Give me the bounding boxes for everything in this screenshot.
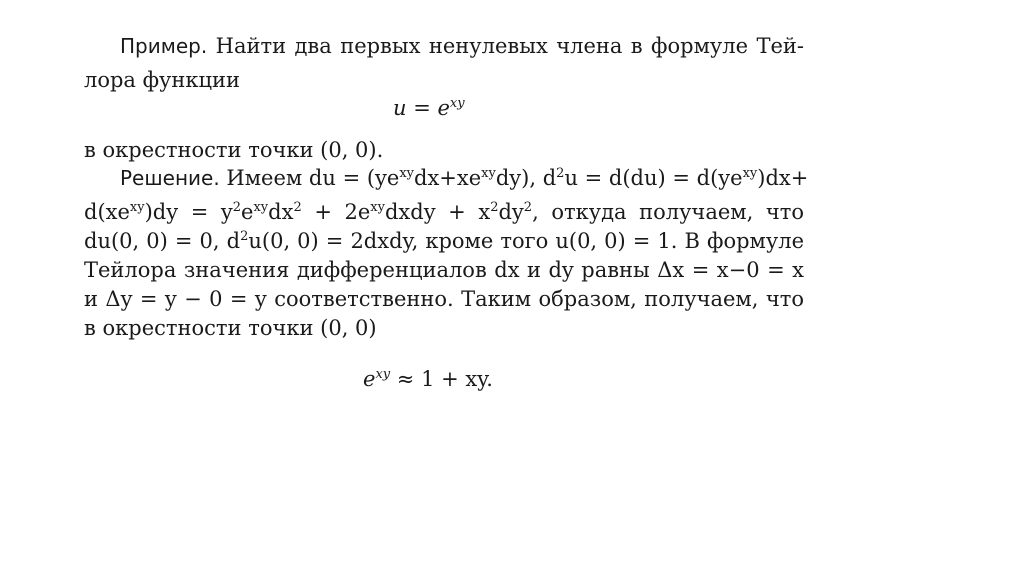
result-exp: xy [375,367,391,382]
solution-line-3: du(0, 0) = 0, $d^2u(0$, 0) = 2dxdy, кроме того u(0, 0) = 1. В формуле [84,229,805,253]
example-formula-base: u = e [393,96,450,120]
solution-line-4: Тейлора значения дифференциалов dx и dy равны Δx = x−0 = x [84,258,804,282]
example-formula-exp: xy [449,96,465,111]
example-label: Пример. [120,34,208,58]
example-formula [393,94,465,122]
result-formula [363,365,493,393]
example-text-1: Найти два первых ненулевых члена в формуле Тей- [215,34,804,58]
solution-line-6: в окрестности точки (0, 0) [84,316,377,340]
result-base: e [363,367,376,391]
solution-text-1: Имеем du = $(ye^{xy}dx+xe^{xy}dy)$, $d^2u = d(du) = d(ye^{xy})dx+$ [226,166,809,190]
example-line-1 [84,32,804,60]
solution-line-1 [84,164,809,192]
result-rest: ≈ 1 + xy. [390,367,493,391]
example-line-2: лора функции [84,68,241,92]
solution-line-5: и Δy = y − 0 = y соответственно. Таким образом, получаем, что [84,287,804,311]
solution-line-2: $d(xe^{xy})dy = y^2e^{xy}dx^2$ + $2e^{xy}dxdy + x^2dy^2$, откуда получаем, что [84,200,805,224]
solution-label: Решение. [120,166,220,190]
example-line-3: в окрестности точки (0, 0). [84,138,384,162]
